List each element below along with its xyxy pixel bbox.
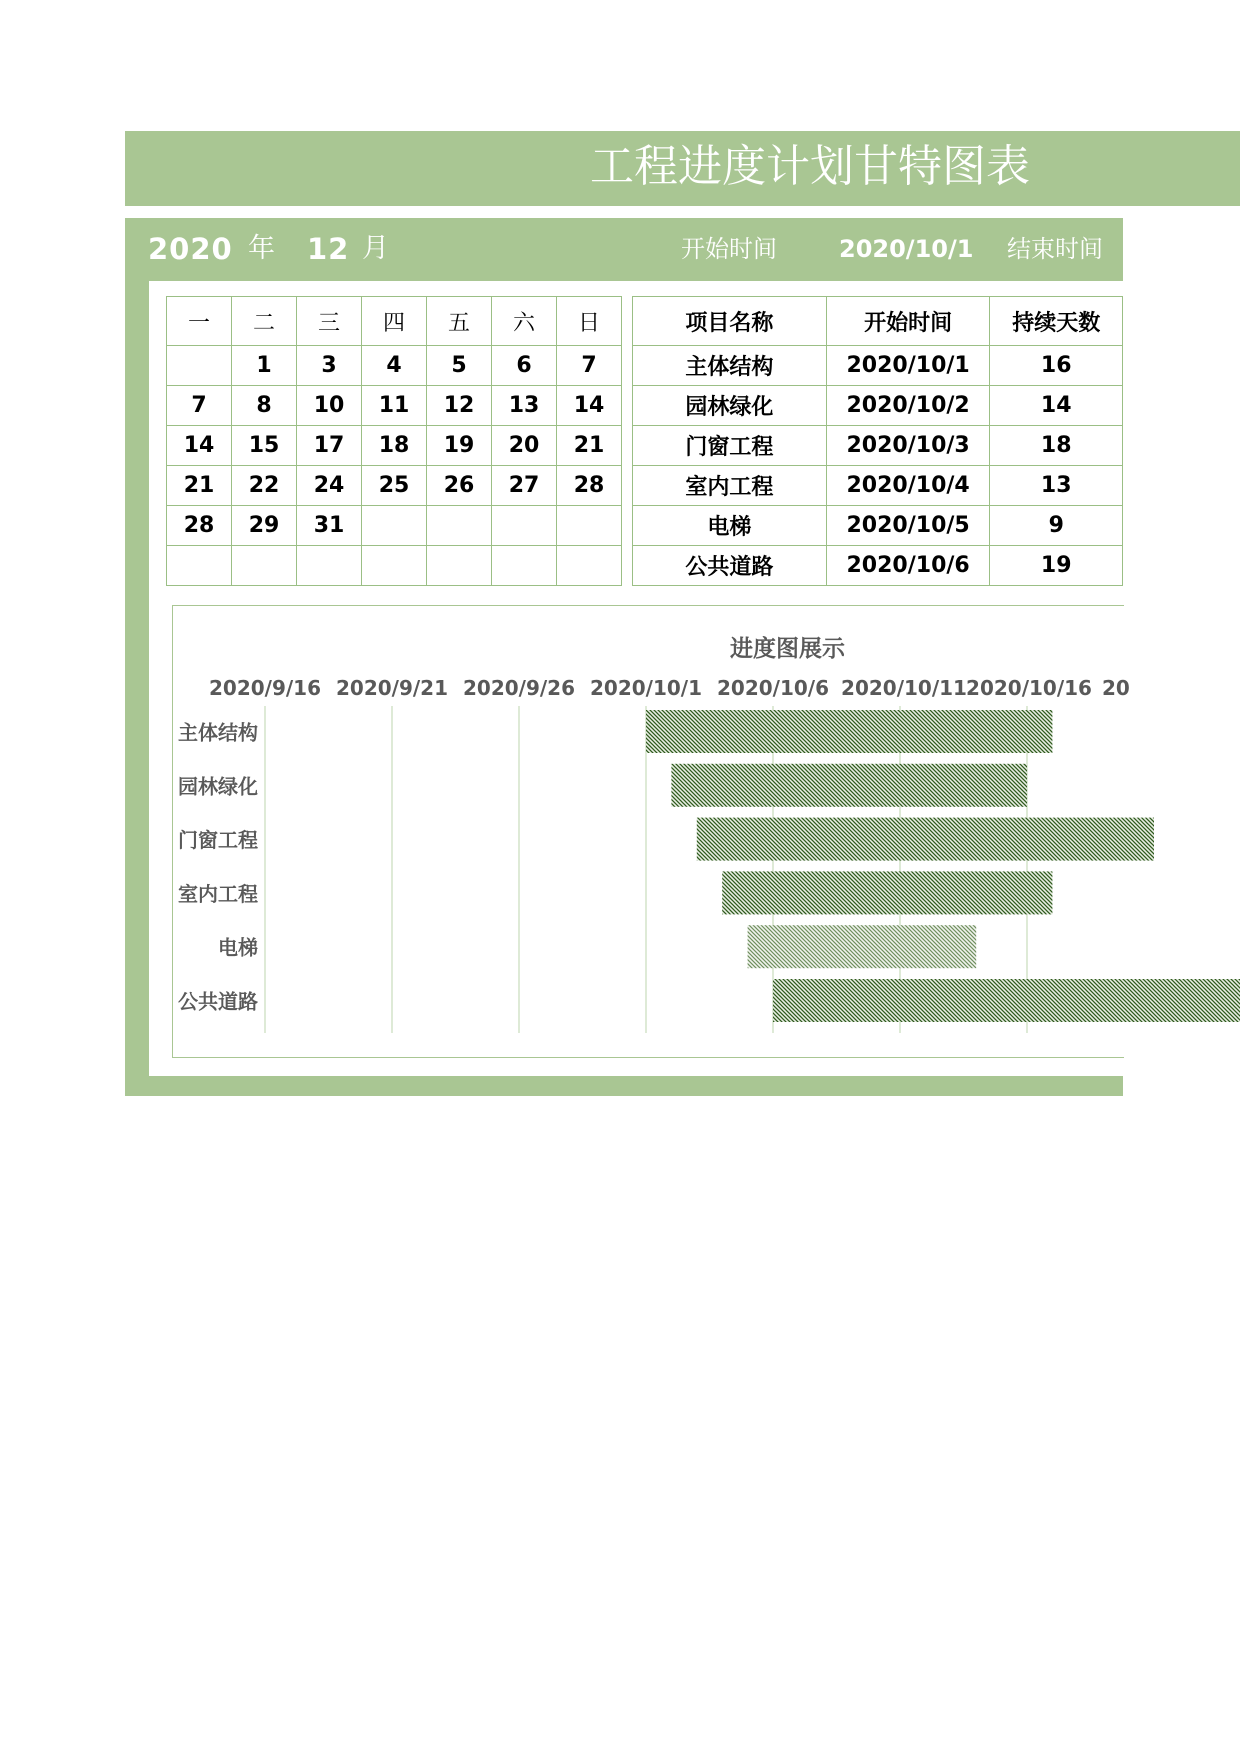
project-duration-cell: 18: [990, 426, 1123, 466]
calendar-day-cell: 28: [557, 466, 622, 506]
project-duration-cell: 14: [990, 386, 1123, 426]
calendar-day-cell: 4: [362, 346, 427, 386]
start-time-value: 2020/10/1: [839, 235, 974, 263]
project-name-cell: 门窗工程: [633, 426, 827, 466]
project-start-cell: 2020/10/3: [826, 426, 990, 466]
calendar-day-cell: 13: [492, 386, 557, 426]
project-start-cell: 2020/10/6: [826, 546, 990, 586]
weekday-cell: 三: [297, 297, 362, 346]
gantt-bar: [773, 979, 1240, 1022]
project-name-cell: 公共道路: [633, 546, 827, 586]
start-time-label: 开始时间: [681, 235, 777, 263]
calendar-day-cell: 31: [297, 506, 362, 546]
x-tick-label: 2020/9/21: [335, 676, 449, 700]
category-label: 公共道路: [178, 989, 258, 1014]
weekday-cell: 五: [427, 297, 492, 346]
month-unit: 月: [362, 233, 389, 264]
calendar-day-cell: 8: [232, 386, 297, 426]
category-label: 室内工程: [178, 881, 258, 906]
calendar-day-cell: 14: [557, 386, 622, 426]
year-value: 2020: [148, 232, 233, 266]
project-duration-cell: 13: [990, 466, 1123, 506]
calendar-day-cell: 3: [297, 346, 362, 386]
calendar-day-cell: 15: [232, 426, 297, 466]
weekday-cell: 二: [232, 297, 297, 346]
category-label: 主体结构: [178, 720, 258, 745]
project-start-cell: 2020/10/4: [826, 466, 990, 506]
x-tick-label: 2020/10/6: [716, 676, 830, 700]
project-duration-cell: 19: [990, 546, 1123, 586]
calendar-day-cell: 21: [167, 466, 232, 506]
x-tick-label: 2020/10/1: [589, 676, 703, 700]
calendar-day-cell: 21: [557, 426, 622, 466]
calendar-day-cell: 26: [427, 466, 492, 506]
x-tick-label: 20: [1102, 676, 1130, 700]
project-duration-cell: 9: [990, 506, 1123, 546]
calendar-day-cell: 1: [232, 346, 297, 386]
chart-title: 进度图展示: [730, 636, 845, 662]
calendar-day-cell: 17: [297, 426, 362, 466]
calendar-day-cell: 12: [427, 386, 492, 426]
calendar-day-cell: 14: [167, 426, 232, 466]
project-name-cell: 园林绿化: [633, 386, 827, 426]
end-time-label: 结束时间: [1007, 235, 1103, 263]
x-tick-label: 2020/10/16: [966, 676, 1092, 700]
project-duration-cell: 16: [990, 346, 1123, 386]
x-tick-label: 2020/9/16: [208, 676, 322, 700]
calendar-day-cell: 28: [167, 506, 232, 546]
gantt-bar: [646, 710, 1052, 753]
calendar-day-cell: 7: [167, 386, 232, 426]
project-name-cell: 室内工程: [633, 466, 827, 506]
calendar-day-cell: 10: [297, 386, 362, 426]
project-start-cell: 2020/10/5: [826, 506, 990, 546]
project-header-cell: 项目名称: [633, 297, 827, 346]
calendar-day-cell: 7: [557, 346, 622, 386]
calendar-day-cell: 25: [362, 466, 427, 506]
weekday-cell: 六: [492, 297, 557, 346]
calendar-day-cell: 29: [232, 506, 297, 546]
gantt-bar: [697, 818, 1154, 861]
weekday-cell: 四: [362, 297, 427, 346]
gantt-bar: [671, 764, 1027, 807]
project-start-cell: 2020/10/1: [826, 346, 990, 386]
project-header-cell: 持续天数: [990, 297, 1123, 346]
calendar-day-cell: 22: [232, 466, 297, 506]
year-unit: 年: [248, 233, 275, 264]
month-value: 12: [307, 232, 350, 266]
calendar-day-cell: 18: [362, 426, 427, 466]
page-title: 工程进度计划甘特图表: [590, 141, 1030, 192]
weekday-cell: 一: [167, 297, 232, 346]
gantt-bar: [722, 871, 1052, 914]
project-start-cell: 2020/10/2: [826, 386, 990, 426]
project-header-cell: 开始时间: [826, 297, 990, 346]
calendar-day-cell: 24: [297, 466, 362, 506]
project-name-cell: 电梯: [633, 506, 827, 546]
category-label: 园林绿化: [178, 774, 258, 799]
calendar-day-cell: 11: [362, 386, 427, 426]
x-tick-label: 2020/10/11: [841, 676, 967, 700]
calendar-day-cell: 20: [492, 426, 557, 466]
x-tick-label: 2020/9/26: [462, 676, 576, 700]
calendar-day-cell: 6: [492, 346, 557, 386]
category-label: 电梯: [218, 935, 258, 960]
gantt-bar: [748, 925, 977, 968]
calendar-day-cell: 19: [427, 426, 492, 466]
calendar-day-cell: 27: [492, 466, 557, 506]
category-label: 门窗工程: [178, 828, 258, 853]
weekday-cell: 日: [557, 297, 622, 346]
project-name-cell: 主体结构: [633, 346, 827, 386]
calendar-day-cell: 5: [427, 346, 492, 386]
